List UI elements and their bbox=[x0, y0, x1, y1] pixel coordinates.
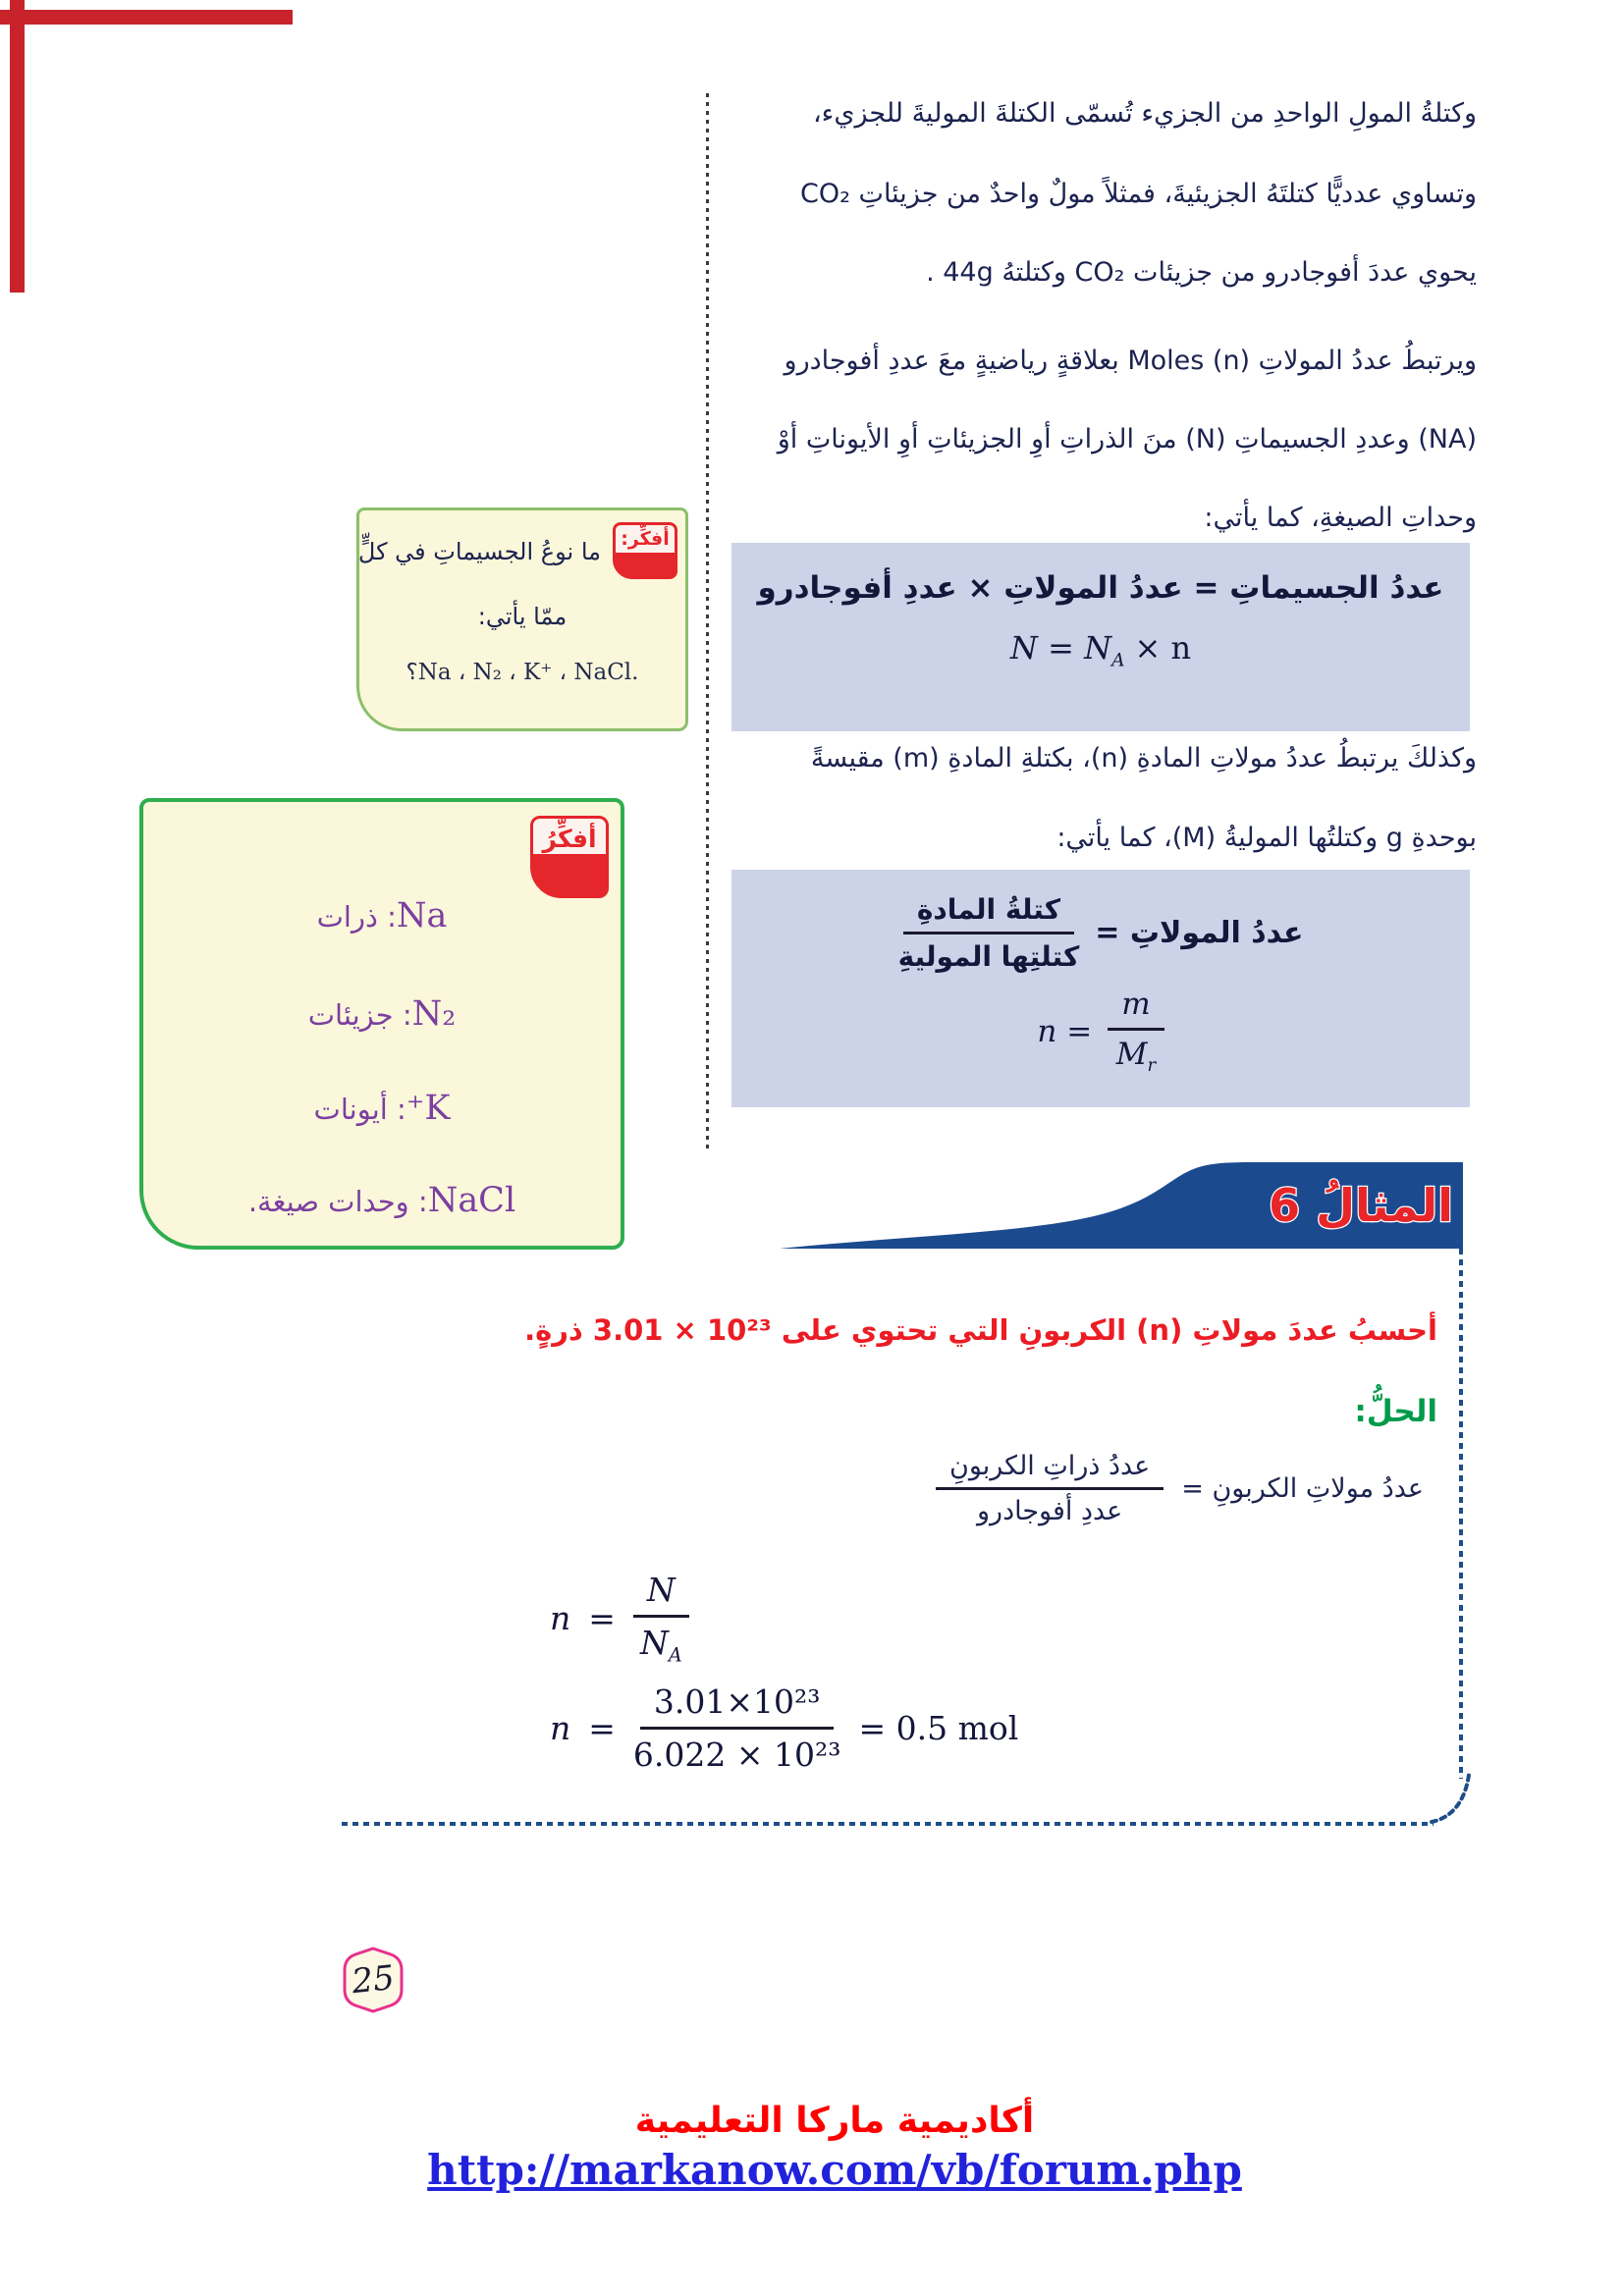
paragraph-line: وتساوي عدديًّا كتلتَهُ الجزيئيةَ، فمثلاً مولٌ واحدٌ من جزيئاتِ CO₂ bbox=[800, 179, 1477, 209]
answer-row bbox=[143, 896, 621, 935]
formula-rhs: × n bbox=[1134, 629, 1192, 667]
answer-row bbox=[143, 1181, 621, 1220]
answer-label: : جزيئات bbox=[307, 998, 412, 1032]
formula-subscript: A bbox=[1111, 650, 1125, 671]
paragraph-line: بوحدةِ g وكتلتُها الموليةُ (M)، كما يأتي: bbox=[1056, 823, 1477, 853]
example-banner bbox=[774, 1160, 1463, 1251]
page-corner-mark-horizontal bbox=[0, 10, 293, 25]
paragraph-line: (NA) وعددِ الجسيماتِ (N) منَ الذراتِ أوِ الجزيئاتِ أوِ الأيوناتِ أوْ bbox=[777, 424, 1477, 454]
paragraph-line: وحداتِ الصيغةِ، كما يأتي: bbox=[1204, 503, 1477, 533]
fraction-denominator: عددِ أفوجادرو bbox=[977, 1496, 1123, 1526]
answer-row bbox=[143, 994, 621, 1034]
formula-arabic: عددُ الجسيماتِ = عددُ المولاتِ × عددِ أفوجادرو bbox=[757, 570, 1444, 606]
fraction-numerator: m bbox=[1108, 987, 1164, 1031]
step-label: عددُ مولاتِ الكربونِ = bbox=[1181, 1473, 1424, 1504]
step-lhs: n bbox=[550, 1709, 571, 1747]
page-number-badge bbox=[342, 1946, 405, 2014]
equals-sign: = bbox=[588, 1599, 616, 1638]
question-value: 3.01 × 10²³ bbox=[592, 1313, 772, 1347]
page-corner-mark-vertical bbox=[10, 0, 25, 293]
solution-step-symbolic bbox=[550, 1571, 689, 1667]
step-fraction bbox=[633, 1571, 689, 1667]
fraction-numerator: 3.01×10²³ bbox=[640, 1682, 835, 1730]
banner-title: المثالُ 6 bbox=[1269, 1179, 1453, 1232]
fraction-denominator: $N_A$ bbox=[640, 1624, 682, 1667]
step-fraction bbox=[936, 1451, 1164, 1526]
think-icon: أفكِّرُ bbox=[530, 816, 609, 898]
paragraph-line: ويرتبطُ عددُ المولاتِ Moles (n) بعلاقةٍ رياضيةٍ معَ عددِ أفوجادرو bbox=[784, 346, 1477, 376]
paragraph-line: وكتلةُ المولِ الواحدِ من الجزيء تُسمّى الكتلةَ الموليةَ للجزيء، bbox=[812, 98, 1477, 129]
chem-symbol: Na bbox=[396, 896, 448, 935]
think-box-question bbox=[356, 507, 688, 731]
question-text: ذرةٍ. bbox=[524, 1313, 583, 1347]
formula-box-particles bbox=[731, 543, 1470, 731]
formula-lhs: N = N bbox=[1009, 629, 1112, 667]
formula-symbolic-fraction bbox=[1108, 987, 1164, 1076]
answer-row bbox=[143, 1089, 621, 1128]
page-number: 25 bbox=[350, 1957, 397, 2002]
solution-step-numeric bbox=[550, 1682, 1018, 1774]
fraction-numerator: عددُ ذراتِ الكربونِ bbox=[936, 1451, 1164, 1490]
think-box-answer bbox=[139, 798, 624, 1250]
chem-symbol: NaCl bbox=[427, 1181, 516, 1220]
equals-sign: = bbox=[588, 1709, 616, 1747]
step-lhs: n bbox=[550, 1599, 571, 1638]
answer-label: : وحدات صيغة. bbox=[247, 1185, 428, 1218]
fraction-denominator: $M_r$ bbox=[1115, 1037, 1157, 1077]
formula-arabic-label: عددُ المولاتِ = bbox=[1095, 916, 1304, 950]
formula-box-moles bbox=[731, 870, 1470, 1107]
think-question-line: ممّا يأتي: bbox=[477, 603, 568, 630]
formula-lhs: n = bbox=[1037, 1013, 1093, 1049]
formula-arabic-fraction bbox=[898, 893, 1080, 973]
step-fraction bbox=[633, 1682, 841, 1774]
fraction-numerator: كتلةُ المادةِ bbox=[903, 893, 1074, 934]
solution-label: الحلُّ: bbox=[1354, 1394, 1437, 1429]
step-result: = 0.5 mol bbox=[858, 1709, 1019, 1747]
footer-link[interactable]: http://markanow.com/vb/forum.php bbox=[427, 2146, 1242, 2194]
example-border-curl bbox=[1430, 1773, 1473, 1824]
fraction-denominator: كتلتِها الموليةِ bbox=[897, 940, 1080, 973]
think-question-line: ما نوعُ الجسيماتِ في كلٍّ bbox=[357, 538, 601, 565]
example-border-horizontal bbox=[342, 1822, 1434, 1826]
formula-symbolic bbox=[731, 606, 1470, 670]
chem-symbol: N₂ bbox=[411, 994, 457, 1034]
column-divider-dotted bbox=[706, 93, 709, 1148]
chem-symbol: K⁺ bbox=[406, 1089, 451, 1128]
fraction-denominator: 6.022 × 10²³ bbox=[632, 1735, 841, 1774]
solution-step-arabic bbox=[936, 1451, 1424, 1526]
paragraph-line: وكذلكَ يرتبطُ عددُ مولاتِ المادةِ (n)، بكتلةِ المادةِ (m) مقيسةً bbox=[810, 743, 1477, 774]
question-text: أحسبُ عددَ مولاتِ (n) الكربونِ التي تحتوي على bbox=[781, 1313, 1437, 1347]
fraction-numerator: N bbox=[633, 1571, 689, 1618]
answer-label: : ذرات bbox=[316, 900, 397, 934]
paragraph-line: يحوي عددَ أفوجادرو من جزيئات CO₂ وكتلتهُ 44g . bbox=[926, 257, 1477, 288]
think-question-formulas: ؟Na ، N₂ ، K⁺ ، NaCl. bbox=[406, 660, 639, 685]
answer-label: : أيونات bbox=[313, 1093, 406, 1126]
example-border-vertical bbox=[1459, 1249, 1463, 1779]
example-question bbox=[524, 1313, 1437, 1347]
footer-academy: أكاديمية ماركا التعليمية bbox=[634, 2101, 1035, 2141]
think-icon: أفكِّر: bbox=[613, 522, 677, 579]
